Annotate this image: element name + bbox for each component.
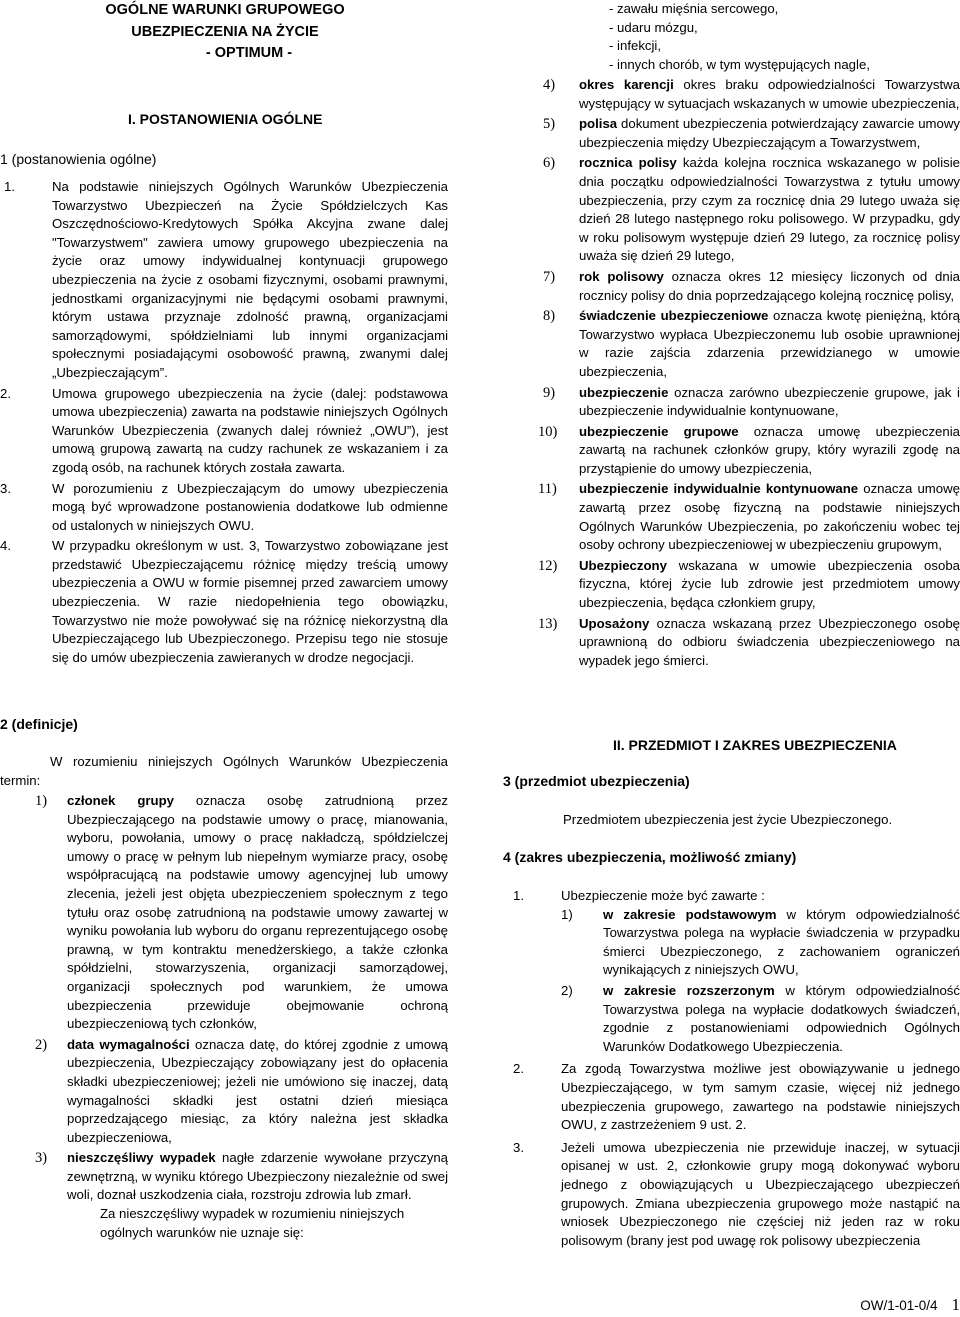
definition-term: rocznica polisy: [579, 155, 677, 171]
title-line-1: OGÓLNE WARUNKI GRUPOWEGO: [105, 2, 345, 18]
definition-text: nagłe zdarzenie wywołane przyczyną zewnętrzną, w wyniku którego Ubezpieczony niezależnie od swej woli, doznał uszkodzenia ciała, rozstroju zdrowia lub zmarł.: [67, 1150, 448, 1203]
definition-item: [503, 480, 960, 554]
item-text: Umowa grupowego ubezpieczenia na życie (dalej: podstawowa umowa ubezpieczenia) zawarta na podstawie niniejszych Ogólnych Warunków Ubezpieczenia (zwanych dalej również „OWU”), jest umową grupową zawartą na cudzy rachunek ze wskazaniem i za zgodą osób, na rachunek których została zawarta.: [52, 385, 448, 475]
definition-item: [503, 154, 960, 266]
definition-term: Uposażony: [579, 615, 650, 631]
list-item: [0, 537, 448, 667]
item-number: 12): [538, 557, 558, 574]
exclusion-intro: Za nieszczęśliwy wypadek w rozumieniu niniejszych ogólnych warunków nie uznaje się:: [100, 1206, 405, 1240]
definition-text: dokument ubezpieczenia potwierdzający zawarcie umowy ubezpieczenia między Ubezpieczającym a Towarzystwem,: [579, 116, 960, 150]
definition-item: [0, 792, 448, 1034]
item-text: Za zgodą Towarzystwa możliwe jest obowiązywanie u jednego Ubezpieczającego, w tym samym czasie, więcej niż jednego ubezpieczenia grupowego, zawartego na podstawie niniejszych OWU, z zastrzeżeniem 9 ust. 2.: [561, 1061, 960, 1133]
sub-item-term: w zakresie podstawowym: [603, 906, 777, 922]
definition-text: oznacza kwotę pieniężną, którą Towarzystwo wypłaca Ubezpieczonemu lub osobie uprawnionej w razie zajścia zdarzenia przewidzianego w umowie ubezpieczenia,: [579, 308, 960, 379]
item-number: 3): [35, 1150, 48, 1167]
item-number: 2.: [513, 1061, 524, 1077]
exclusions-list: [503, 0, 960, 74]
item-number: 2.: [0, 385, 11, 401]
definition-term: rok polisowy: [579, 268, 664, 284]
item-number: 13): [538, 615, 558, 632]
section-heading: I. POSTANOWIENIA OGÓLNE: [128, 111, 323, 127]
sub-item: [503, 982, 960, 1056]
item-number: 5): [543, 116, 556, 133]
definitions-list-continued: [503, 76, 960, 670]
definition-text: oznacza wskazaną przez Ubezpieczonego osobę uprawnioną do odbioru świadczenia ubezpieczeniowego na wypadek jego śmierci.: [579, 615, 960, 668]
list-item: [503, 1060, 960, 1134]
item-number: 1.: [513, 888, 524, 903]
paragraph-heading: 2 (definicje): [0, 716, 78, 732]
definition-text: oznacza umowę ubezpieczenia zawartą na rachunek członków grupy, który wyrazili zgodę na przystąpienie do umowy ubezpieczenia,: [579, 423, 960, 476]
paragraph-heading: 4 (zakres ubezpieczenia, możliwość zmiany): [503, 849, 797, 865]
item-number: 3.: [513, 1139, 524, 1155]
definition-text: oznacza zarówno ubezpieczenie grupowe, jak i ubezpieczenie indywidualnie kontynuowane,: [579, 384, 960, 419]
definition-term: data wymagalności: [67, 1036, 190, 1052]
definition-text: oznacza osobę zatrudnioną przez Ubezpieczającego na podstawie umowy o pracę, mianowania, wyboru, powołania, umowy o pracę nakładczą, spółdzielczej umowy o pracę w pełnym lub niepełnym wymiarze pracy, osobę współpracującą na podstawie umowy agencyjnej lub umowy zlecenia, jeżeli jest objęta ubezpieczeniem społecznym z tego tytułu oraz osobę zatrudnioną na podstawie umowy zawartej w wyniku powołania lub wyboru do organu reprezentującego osobę prawną, w tym kontraktu menedżerskiego, a także członka spółdzielni, stowarzyszenia, organizacji samorządowej, organizacji społecznych pod warunkiem, że umowa ubezpieczenia przewiduje obejmowanie ochroną ubezpieczeniową tych członków,: [67, 793, 449, 1032]
definition-item: [503, 384, 960, 421]
definition-term: Ubezpieczony: [579, 557, 667, 573]
item-number: 11): [538, 481, 557, 498]
definition-term: okres karencji: [579, 77, 674, 92]
item-number: 3.: [0, 480, 11, 496]
definition-term: ubezpieczenie grupowe: [579, 423, 739, 439]
section-heading: II. PRZEDMIOT I ZAKRES UBEZPIECZENIA: [613, 737, 897, 753]
definition-text: oznacza datę, do której zgodnie z umową ubezpieczenia, Ubezpieczający zobowiązany jest do opłacenia składki ubezpieczeniowej; jeżeli nie umówiono się inaczej, datą wymagalności składki jest ostatni dzień miesiąca poprzedzającego miesiąc, za który należna jest składka ubezpieczeniowa,: [67, 1036, 448, 1145]
definition-term: członek grupy: [67, 793, 174, 808]
definitions-list: [0, 792, 448, 1242]
item-number: 7): [543, 268, 556, 285]
item-number: 4.: [0, 538, 11, 554]
item-number: 1): [561, 906, 573, 922]
item-number: 9): [543, 384, 556, 401]
definition-term: ubezpieczenie indywidualnie kontynuowane: [579, 481, 859, 497]
item-number: 6): [543, 155, 556, 172]
exclusion-item: - zawału mięśnia sercowego,: [609, 1, 779, 16]
definition-item: [503, 307, 960, 381]
document-title: [60, 0, 390, 65]
definition-item: [503, 268, 960, 305]
definition-term: polisa: [579, 116, 618, 132]
definition-text: okres braku odpowiedzialności Towarzystwa występujący w sytuacjach wskazanych w umowie ubezpieczenia,: [579, 77, 960, 111]
page-footer: [860, 1296, 960, 1316]
definition-term: ubezpieczenie: [579, 384, 669, 400]
sub-item-term: w zakresie rozszerzonym: [603, 982, 775, 998]
sub-item-text: w którym odpowiedzialność Towarzystwa polega na wypłacie dodatkowych świadczeń, zgodnie z postanowieniami odpowiednich Ogólnych Warunków Dodatkowego Ubezpieczenia.: [603, 982, 960, 1054]
title-line-2: UBEZPIECZENIA NA ŻYCIE: [131, 23, 319, 40]
definition-term: świadczenie ubezpieczeniowe: [579, 308, 769, 324]
item-text: Na podstawie niniejszych Ogólnych Warunków Ubezpieczenia Towarzystwo Ubezpieczeń na Życie Spółdzielczych Kas Oszczędnościowo-Kredytowych Spółka Akcyjna zwane dalej "Towarzystwem" zawiera umowy grupowego ubezpieczenia na życie oraz umowy indywidualnej kontynuacji grupowego ubezpieczenia na życie z osobami fizycznymi, osobami prawnymi, jednostkami organizacyjnymi nie będącymi osobami prawnymi, którym ustawa przyznaje zdolność prawną, organizacjami samorządowymi, spółdzielniami lub innymi organizacjami społecznymi posiadającymi osobowość prawną, zwanymi dalej „Ubezpieczającym”.: [52, 179, 448, 380]
item-text: W przypadku określonym w ust. 3, Towarzystwo zobowiązane jest przedstawić Ubezpieczającemu różnicę między treścią umowy ubezpieczenia a OWU w formie pisemnej przed zawarciem umowy ubezpieczenia. W razie niedopełnienia tego obowiązku, Towarzystwo nie może powoływać się na różnicę niekorzystną dla Ubezpieczającego lub Ubezpieczonego. Przepisu tego nie stosuje się do umów ubezpieczenia zawieranych w drodze negocjacji.: [52, 538, 448, 665]
item-number: 1.: [4, 179, 15, 194]
paragraph-heading: 1 (postanowienia ogólne): [0, 151, 157, 167]
definition-text: każda kolejna rocznica wskazanego w polisie dnia początku odpowiedzialności Towarzystwa z tytułu umowy ubezpieczenia, przy czym za rocznicę dnia 29 lutego uważa się dzień 28 lutego następnego roku polisowego. W przypadku, gdy w roku polisowym występuje dzień 29 lutego, za rocznicę polisy uważa się dzień 29 lutego,: [579, 155, 960, 264]
definition-item: [503, 615, 960, 671]
exclusion-item: - udaru mózgu,: [609, 19, 698, 35]
definition-term: nieszczęśliwy wypadek: [67, 1150, 216, 1166]
list-item: [0, 480, 448, 536]
definition-item: [0, 1036, 448, 1148]
sub-item-text: w którym odpowiedzialność Towarzystwa polega na wypłacie świadczenia w przypadku śmierci Ubezpieczonego, z zachowaniem ograniczeń wynikających z niniejszych OWU,: [603, 906, 960, 978]
item-number: 8): [543, 308, 556, 325]
item-text: W porozumieniu z Ubezpieczającym do umowy ubezpieczenia mogą być wprowadzone postanowienia dodatkowe lub odmienne od ustalonych w niniejszych OWU.: [52, 480, 448, 533]
definition-text: oznacza umowę zawartą przez osobę fizyczną na podstawie niniejszych Ogólnych Warunków Ubezpieczenia, po zakończeniu wobec tej osoby ochrony ubezpieczeniowej w ubezpieczeniu grupowym,: [579, 481, 960, 553]
list-item: [0, 178, 448, 383]
definition-text: wskazana w umowie ubezpieczenia osoba fizyczna, której życie lub zdrowie jest przedmiotem umowy ubezpieczenia, będąca członkiem grupy,: [579, 557, 960, 611]
item-text: Jeżeli umowa ubezpieczenia nie przewiduje inaczej, w sytuacji opisanej w ust. 2, członkowie grupy mogą dokonywać wyboru jednego z obowiązujących u Ubezpieczającego ubezpieczeń grupowych. Zmiana ubezpieczenia grupowego może nastąpić na wniosek Ubezpieczonego nie częściej niż jeden raz w roku polisowym (brany jest pod uwagę rok polisowy ubezpieczenia: [561, 1139, 960, 1248]
definition-item: [503, 76, 960, 113]
list-item: [0, 385, 448, 478]
document-code: OW/1-01-0/4: [860, 1298, 938, 1313]
item-number: 10): [538, 423, 558, 440]
list-item: [503, 1139, 960, 1251]
paragraph-3-text: Przedmiotem ubezpieczenia jest życie Ubezpieczonego.: [563, 812, 893, 827]
paragraph-heading: 3 (przedmiot ubezpieczenia): [503, 773, 690, 789]
page-number: 1: [951, 1295, 960, 1314]
exclusion-item: - infekcji,: [609, 38, 662, 54]
definition-item: [0, 1149, 448, 1205]
item-number: 1): [35, 793, 48, 809]
item-number: 2): [561, 982, 573, 998]
definition-item: [503, 423, 960, 479]
sub-item: [503, 906, 960, 980]
definitions-intro: W rozumieniu niniejszych Ogólnych Warunków Ubezpieczenia termin:: [0, 754, 448, 788]
definition-item: [503, 557, 960, 613]
list-item: [503, 887, 960, 906]
item-number: 4): [543, 77, 556, 93]
exclusion-item: - innych chorób, w tym występujących nagle,: [609, 56, 870, 72]
paragraph-4-list: [503, 887, 960, 1250]
definition-text: oznacza okres 12 miesięcy liczonych od dnia rocznicy polisy do dnia poprzedzającego kolejną rocznicę polisy,: [579, 268, 960, 303]
item-text: Ubezpieczenie może być zawarte :: [561, 888, 765, 903]
title-line-3: - OPTIMUM -: [205, 45, 293, 61]
paragraph-1-list: [0, 178, 448, 667]
definition-item: [503, 115, 960, 152]
item-number: 2): [35, 1036, 48, 1053]
